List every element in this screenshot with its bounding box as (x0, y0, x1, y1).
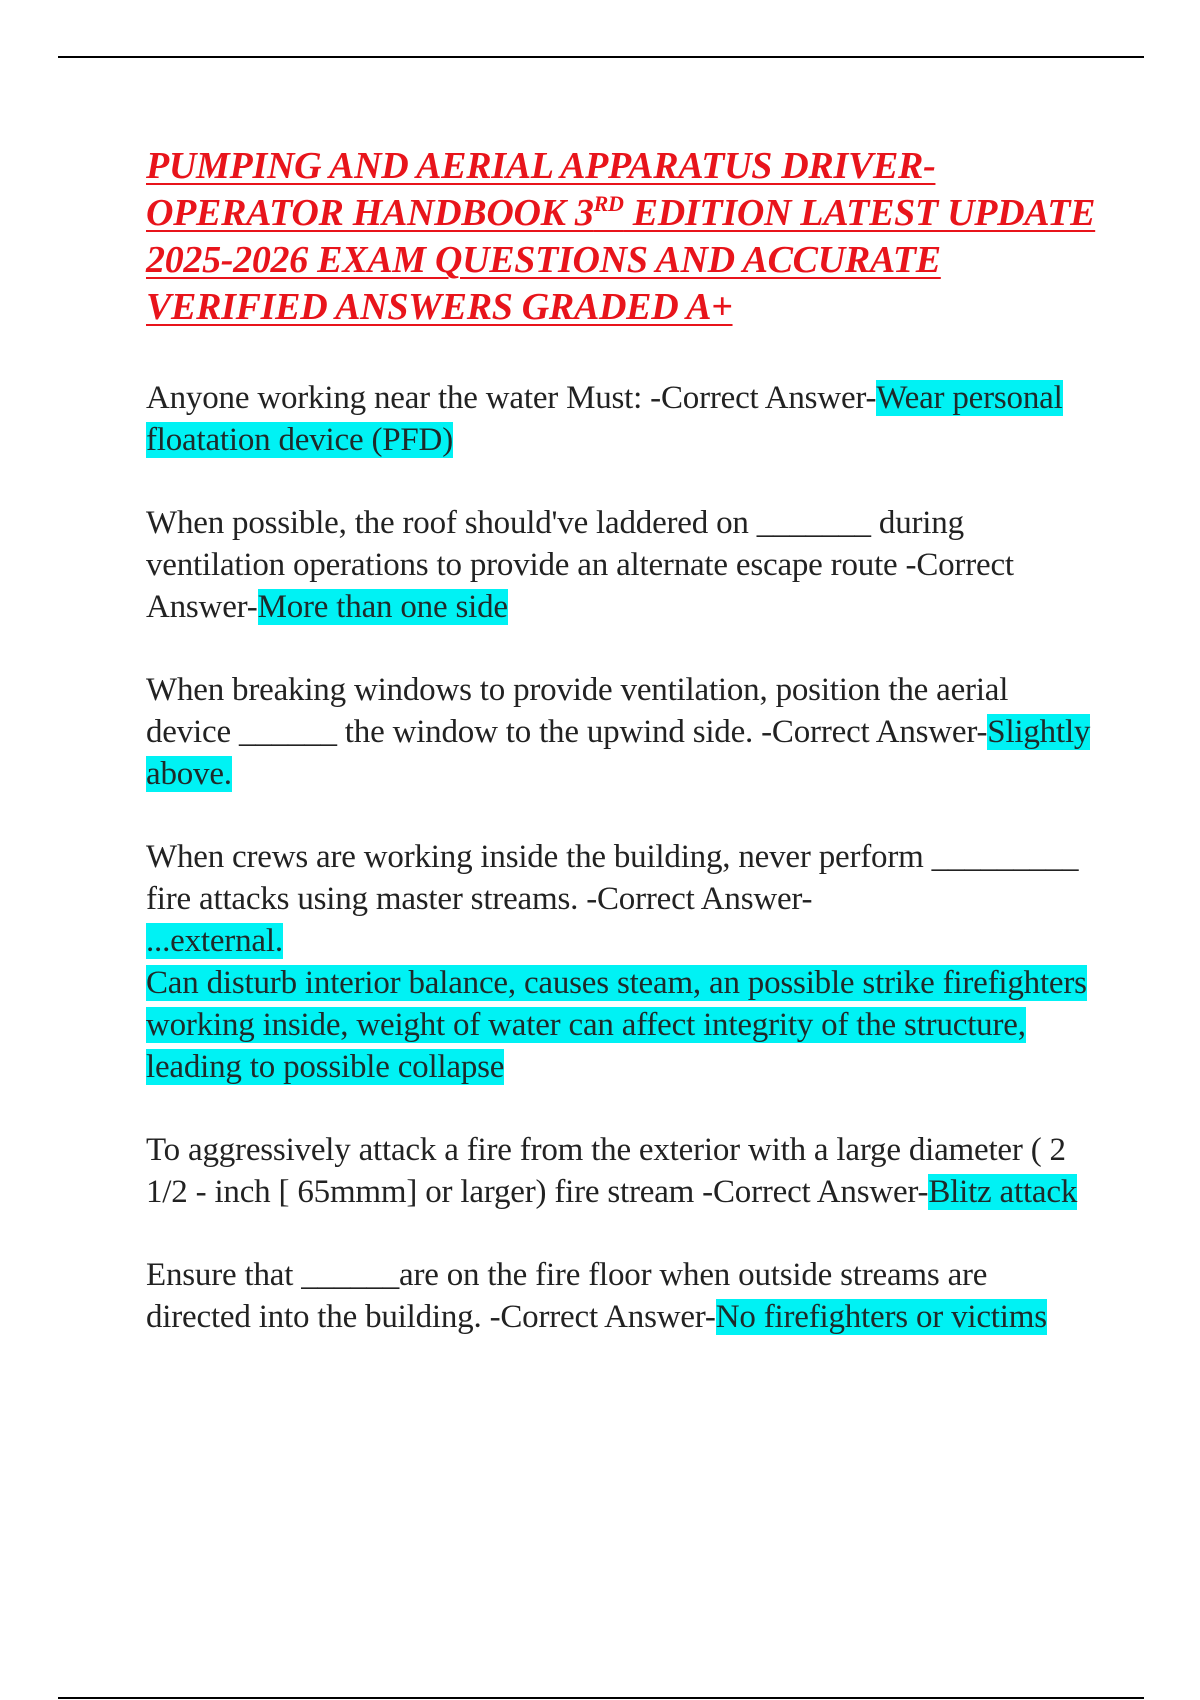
qa-item-5 (146, 1129, 1096, 1213)
qa-item-6 (146, 1254, 1096, 1338)
bottom-rule (58, 1697, 1144, 1699)
question-text: Ensure that ______are on the fire floor when outside streams are directed into the building. -Correct Answer- (146, 1257, 988, 1335)
question-text: When possible, the roof should've laddered on _______ during ventilation operations to provide an alternate escape route -Correct Answer- (146, 505, 1014, 625)
answer-highlight: No firefighters or victims (715, 1299, 1047, 1335)
top-rule (58, 56, 1144, 58)
answer-highlight: Blitz attack (928, 1174, 1078, 1210)
qa-item-1 (146, 377, 1096, 461)
qa-item-3 (146, 669, 1096, 795)
question-text: When breaking windows to provide ventilation, position the aerial device ______ the window to the upwind side. -Correct Answer- (146, 672, 1009, 750)
qa-item-2 (146, 502, 1096, 628)
title-text-part1: PUMPING AND AERIAL APPARATUS DRIVER-OPERATOR HANDBOOK 3 (146, 145, 936, 234)
title-superscript: RD (593, 191, 624, 216)
document-title (146, 143, 1096, 331)
qa-item-4 (146, 836, 1096, 1088)
answer-highlight: Wear personal floatation device (PFD) (146, 380, 1063, 458)
answer-highlight: Slightly above. (146, 714, 1091, 792)
question-text: Anyone working near the water Must: -Correct Answer- (146, 380, 877, 416)
answer-highlight: More than one side (257, 589, 508, 625)
answer-explanation-highlight: Can disturb interior balance, causes steam, an possible strike firefighters working inside, weight of water can affect integrity of the structure, leading to possible collapse (146, 965, 1087, 1085)
question-text: When crews are working inside the building, never perform _________ fire attacks using master streams. -Correct Answer- (146, 839, 1079, 917)
qa-list (146, 377, 1096, 1338)
answer-highlight: ...external. (146, 923, 283, 959)
document-body (146, 143, 1096, 1379)
title-text-part2: EDITION LATEST UPDATE 2025-2026 EXAM QUESTIONS AND ACCURATE VERIFIED ANSWERS GRADED A+ (146, 192, 1096, 328)
question-text: To aggressively attack a fire from the exterior with a large diameter ( 2 1/2 - inch [ 65mmm] or larger) fire stream -Correct Answer- (146, 1132, 1066, 1210)
